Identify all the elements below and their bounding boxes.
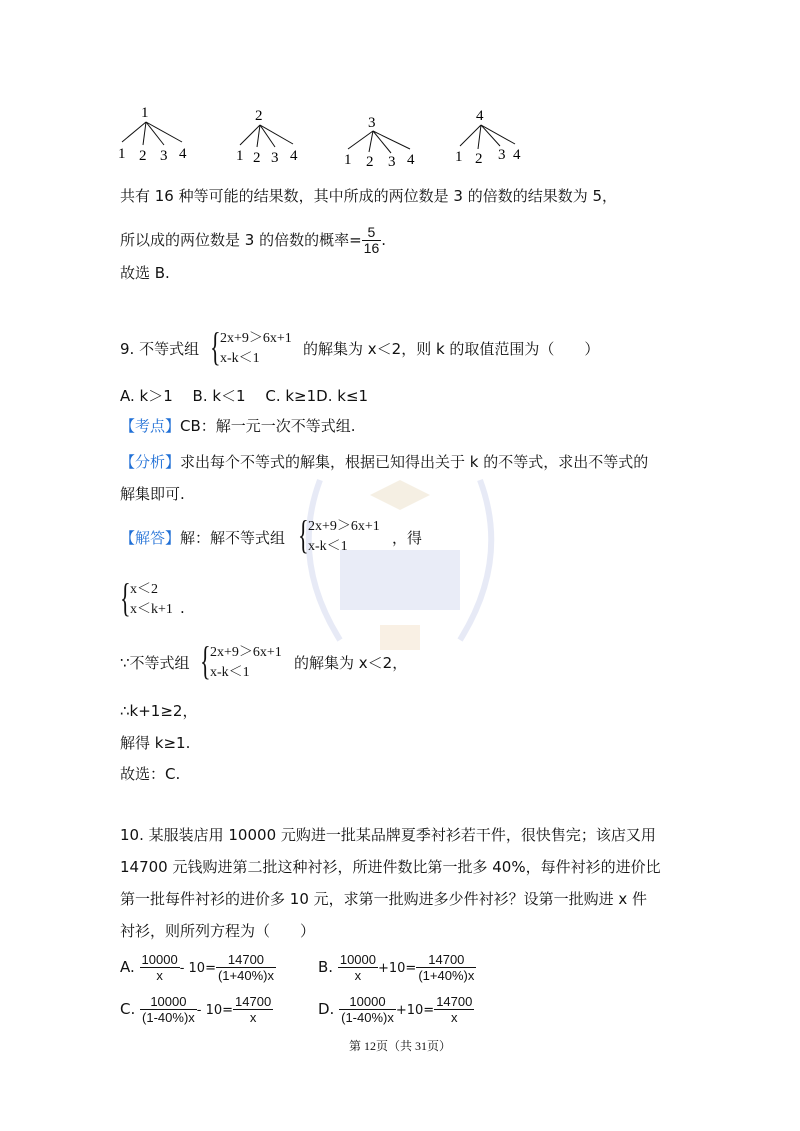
q10-line1: 10. 某服装店用 10000 元购进一批某品牌夏季衬衫若干件，很快售完；该店又用 <box>120 826 656 844</box>
tree-1 <box>118 105 187 164</box>
q9-result-period: . <box>180 599 185 617</box>
svg-text:3: 3 <box>160 148 168 164</box>
q9-choose: 故选：C. <box>120 765 181 783</box>
q10-line3: 第一批每件衬衫的进价多 10 元，求第一批购进多少件衬衫？设第一批购进 x 件 <box>120 890 648 908</box>
svg-text:4: 4 <box>179 146 187 162</box>
svg-text:2: 2 <box>139 148 147 164</box>
tree-diagrams <box>110 100 540 170</box>
result-count-text: 共有 16 种等可能的结果数，其中所成的两位数是 3 的倍数的结果数为 5， <box>120 187 618 205</box>
q9-because: ∵不等式组 <box>120 654 190 672</box>
q9-stem-post: 的解集为 x＜2，则 k 的取值范围为（ ） <box>303 340 600 358</box>
svg-text:2: 2 <box>366 154 374 170</box>
svg-text:3: 3 <box>271 150 279 166</box>
q9-jieda: 【解答】解：解不等式组 <box>120 529 286 547</box>
q9-solve: 解得 k≥1. <box>120 734 191 752</box>
svg-text:1: 1 <box>344 152 352 168</box>
q10-option-a: A. $\frac{10000}{x}$ - 10= $\frac{14700}{(1+40\%)x}$ <box>120 952 274 983</box>
q9-fenxi-cont: 解集即可. <box>120 485 185 503</box>
q9-options: A. k＞1 B. k＜1 C. k≥1D. k≤1 <box>120 387 369 405</box>
tree-4 <box>455 108 521 167</box>
prev-answer: 故选 B. <box>120 264 170 282</box>
tree-root: 1 <box>141 105 149 121</box>
svg-text:1: 1 <box>118 146 126 162</box>
svg-text:3: 3 <box>498 147 506 163</box>
svg-text:3: 3 <box>368 115 376 131</box>
svg-text:2: 2 <box>255 108 263 124</box>
page-footer: 第 12页（共 31页） <box>348 1039 451 1053</box>
svg-text:4: 4 <box>290 148 298 164</box>
svg-text:4: 4 <box>407 152 415 168</box>
q10-option-d: D. $\frac{10000}{(1-40\%)x}$ +10= $\frac{14700}{x}$ <box>318 994 473 1025</box>
q9-jieda-post: ，得 <box>392 529 423 547</box>
svg-text:4: 4 <box>513 147 521 163</box>
tree-2 <box>236 108 298 166</box>
svg-text:2: 2 <box>475 151 483 167</box>
svg-text:2: 2 <box>253 150 261 166</box>
q9-because-post: 的解集为 x＜2， <box>294 654 408 672</box>
q9-fenxi: 【分析】求出每个不等式的解集，根据已知得出关于 k 的不等式，求出不等式的 <box>120 453 649 471</box>
q9-kaodian: 【考点】CB：解一元一次不等式组. <box>120 417 356 435</box>
q10-line4: 衬衫，则所列方程为（ ） <box>120 922 316 940</box>
probability-line: 所以成的两位数是 3 的倍数的概率= $\frac{5}{16}$ . <box>120 224 387 256</box>
q9-therefore: ∴k+1≥2， <box>120 702 198 720</box>
svg-text:3: 3 <box>388 154 396 170</box>
q10-option-b: B. $\frac{10000}{x}$ +10= $\frac{14700}{(1+40\%)x}$ <box>318 952 475 983</box>
tree-3 <box>344 115 415 170</box>
svg-text:1: 1 <box>236 148 244 164</box>
svg-text:4: 4 <box>476 108 484 124</box>
svg-text:1: 1 <box>455 149 463 165</box>
q9-stem-pre: 9. 不等式组 <box>120 340 200 358</box>
q10-option-c: C. $\frac{10000}{(1-40\%)x}$ - 10= $\frac{14700}{x}$ <box>120 994 272 1025</box>
q10-line2: 14700 元钱购进第二批这种衬衫，所进件数比第一批多 40%，每件衬衫的进价比 <box>120 858 661 876</box>
